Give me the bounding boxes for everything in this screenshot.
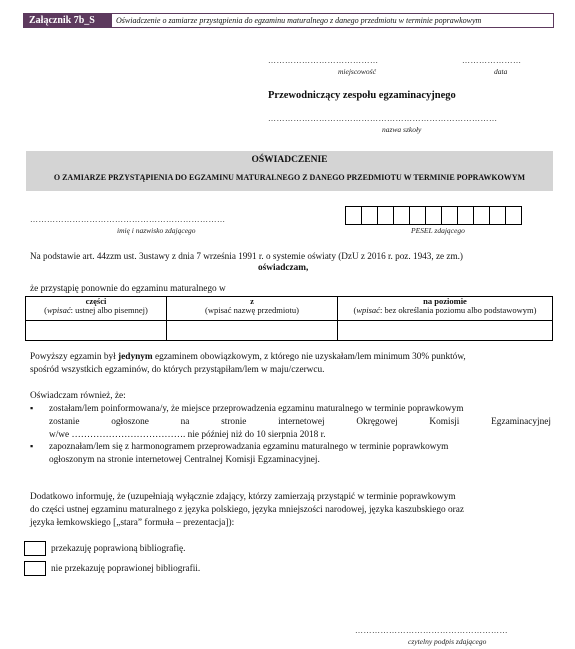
col-level-header: na poziomie (wpisać: bez określania poziomu albo podstawowym) bbox=[338, 297, 553, 321]
bibliography-yes-checkbox[interactable] bbox=[24, 541, 46, 556]
bibliography-no-label: nie przekazuję poprawionej bibliografii. bbox=[51, 564, 201, 574]
place-caption: miejscowość bbox=[338, 67, 376, 76]
pesel-digit-box[interactable] bbox=[345, 206, 362, 225]
additional-line3: języka łemkowskiego [„stara” formuła – prezentacja]): bbox=[30, 518, 235, 528]
bullet1-line3[interactable]: w/we ………………………………. nie później niż do 10 sierpnia 2018 r. bbox=[49, 430, 326, 440]
pesel-digit-box[interactable] bbox=[489, 206, 506, 225]
pesel-digit-box[interactable] bbox=[377, 206, 394, 225]
additional-line1: Dodatkowo informuję, że (uzupełniają wyłącznie zdający, którzy zamierzają przystąpić w terminie poprawkowym bbox=[30, 492, 456, 502]
signature-caption: czytelny podpis zdającego bbox=[408, 637, 487, 646]
place-dots[interactable]: ………………………………… bbox=[268, 56, 379, 65]
declaration-subtitle: O ZAMIARZE PRZYSTĄPIENIA DO EGZAMINU MATURALNEGO Z DANEGO PRZEDMIOTU W TERMINIE POPRAWKOWYM bbox=[53, 173, 526, 182]
declare-word: oświadczam, bbox=[258, 263, 309, 273]
name-caption: imię i nazwisko zdającego bbox=[117, 226, 196, 235]
school-caption: nazwa szkoły bbox=[382, 125, 422, 134]
attachment-badge: Załącznik 7b_S bbox=[23, 13, 111, 28]
pesel-digit-box[interactable] bbox=[441, 206, 458, 225]
part-cell[interactable] bbox=[26, 321, 167, 341]
pesel-caption: PESEL zdającego bbox=[411, 226, 465, 235]
only-exam-line1: Powyższy egzamin był jedynym egzaminem obowiązkowym, z którego nie uzyskałam/lem minimum 30% punktów, bbox=[30, 352, 466, 362]
bullet-2: ▪ bbox=[30, 441, 34, 451]
level-cell[interactable] bbox=[338, 321, 553, 341]
chair-heading: Przewodniczący zespołu egzaminacyjnego bbox=[268, 90, 456, 101]
legal-basis: Na podstawie art. 44zzm ust. 3ustawy z dnia 7 września 1991 r. o systemie oświaty (DzU z 2016 r. poz. 1943, ze zm.) bbox=[30, 251, 463, 261]
bibliography-no-checkbox[interactable] bbox=[24, 561, 46, 576]
date-caption: data bbox=[494, 67, 508, 76]
school-dots[interactable]: ……………………………………………………………………… bbox=[268, 114, 498, 123]
pesel-boxes[interactable] bbox=[346, 206, 522, 225]
also-declare: Oświadczam również, że: bbox=[30, 391, 126, 401]
bullet1-line1: zostałam/lem poinformowana/y, że miejsce przeprowadzenia egzaminu maturalnego w terminie poprawkowym bbox=[49, 404, 464, 414]
intro-text: że przystąpię ponownie do egzaminu maturalnego w bbox=[30, 284, 226, 294]
subject-cell[interactable] bbox=[167, 321, 338, 341]
pesel-digit-box[interactable] bbox=[457, 206, 474, 225]
name-dots[interactable]: …………………………………………………………… bbox=[30, 215, 226, 224]
pesel-digit-box[interactable] bbox=[473, 206, 490, 225]
pesel-digit-box[interactable] bbox=[393, 206, 410, 225]
bullet2-line1: zapoznałam/lem się z harmonogramem przeprowadzania egzaminu maturalnego w terminie poprawkowym bbox=[49, 442, 449, 452]
header-title: Oświadczenie o zamiarze przystąpienia do egzaminu maturalnego z danego przedmiotu w terminie poprawkowym bbox=[111, 13, 554, 28]
pesel-digit-box[interactable] bbox=[425, 206, 442, 225]
bibliography-yes-label: przekazuję poprawioną bibliografię. bbox=[51, 544, 186, 554]
exam-table bbox=[25, 296, 553, 341]
bullet2-line2: ogłoszonym na stronie internetowej Centralnej Komisji Egzaminacyjnej. bbox=[49, 455, 320, 465]
declaration-title: OŚWIADCZENIE bbox=[251, 155, 328, 165]
date-dots[interactable]: ………………… bbox=[462, 56, 522, 65]
col-subject-header: z (wpisać nazwę przedmiotu) bbox=[167, 297, 338, 321]
only-exam-line2: spośród wszystkich egzaminów, do których przystąpiłam/lem w maju/czerwcu. bbox=[30, 365, 325, 375]
bullet1-line2: zostanie ogłoszone na stronie internetowej Okręgowej Komisji Egzaminacyjnej bbox=[49, 417, 551, 427]
signature-dots[interactable]: ……………………………………………… bbox=[355, 626, 508, 635]
pesel-digit-box[interactable] bbox=[361, 206, 378, 225]
additional-line2: do części ustnej egzaminu maturalnego z języka polskiego, języka mniejszości narodowej, języka kaszubskiego oraz bbox=[30, 505, 464, 515]
pesel-digit-box[interactable] bbox=[505, 206, 522, 225]
col-part-header: części (wpisać: ustnej albo pisemnej) bbox=[26, 297, 167, 321]
bullet-1: ▪ bbox=[30, 403, 34, 413]
pesel-digit-box[interactable] bbox=[409, 206, 426, 225]
